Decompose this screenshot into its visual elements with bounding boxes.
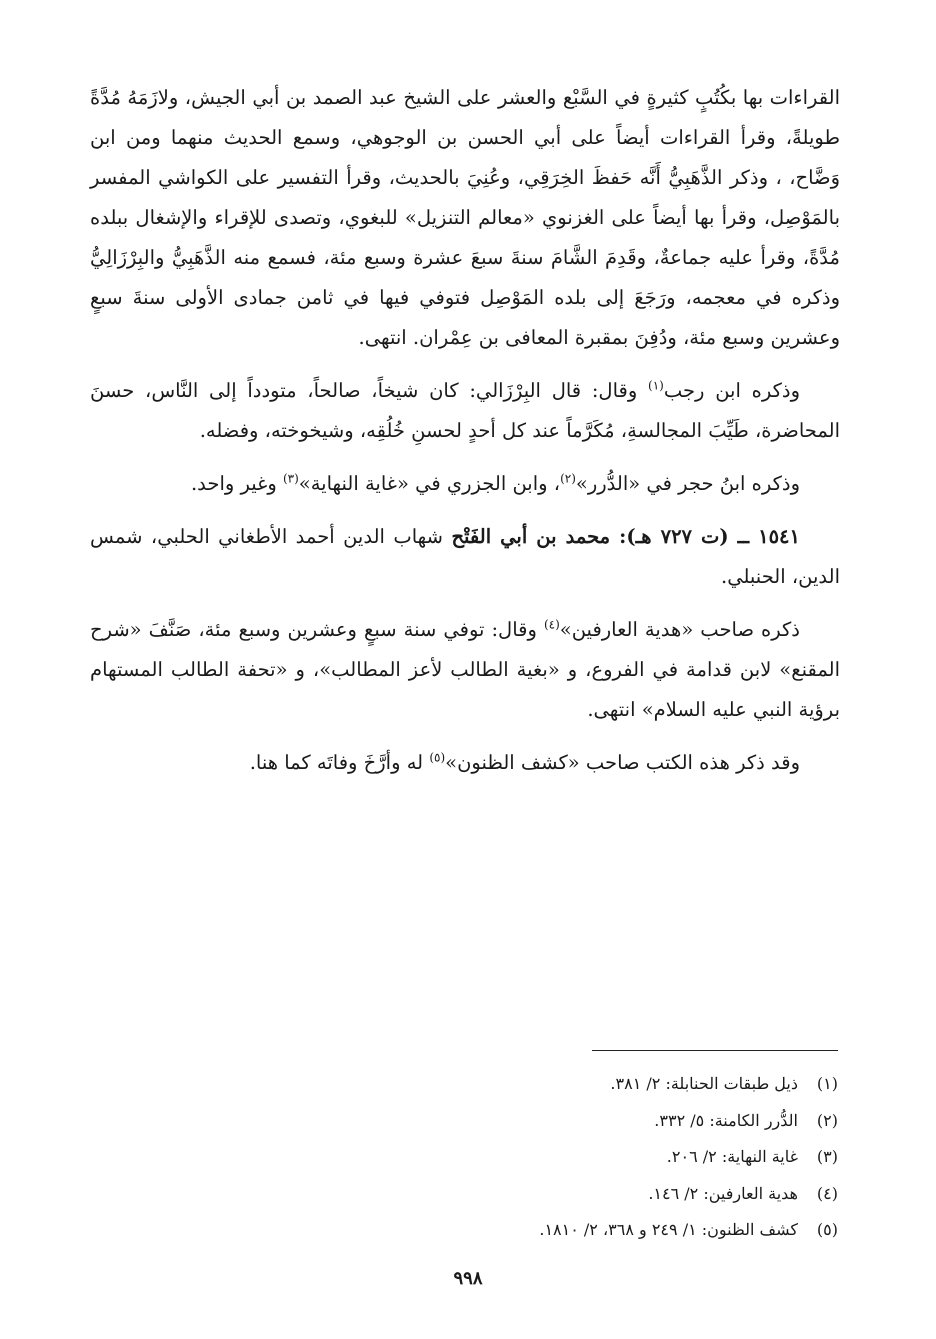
paragraph-text: وذكره ابنُ حجر في «الدُّرر» [575, 472, 800, 495]
footnote-ref[interactable]: (٤) [543, 617, 560, 632]
footnote-item [90, 1139, 838, 1176]
paragraph-text: له وأرَّخَ وفاتَه كما هنا. [249, 751, 430, 774]
page-number: ٩٩٨ [453, 1268, 483, 1289]
footnote-text: ذيل طبقات الحنابلة: ٢/ ٣٨١. [610, 1074, 798, 1093]
footnote-item [90, 1212, 838, 1249]
paragraph-continuation [90, 78, 840, 358]
paragraph-hadiyyat [90, 610, 840, 730]
footnote-number: (٤) [816, 1183, 838, 1203]
paragraph-text: وقال: توفي سنة سبعٍ وعشرين وسبع مئة، صَنَّفَ «شرح المقنع» لابن قدامة في الفروع، و «بغية الطالب لأعز المطالب»، و «تحفة الطالب المستهام برؤية النبي عليه السلام» انتهى. [90, 618, 840, 721]
footnotes [90, 1066, 838, 1249]
footnote-number: (٢) [816, 1110, 838, 1130]
footnote-number: (٣) [816, 1147, 838, 1166]
paragraph-ibn-rajab [90, 371, 840, 451]
footnote-number: (١) [816, 1074, 838, 1093]
footnote-number: (٥) [816, 1220, 838, 1239]
footnote-item [90, 1176, 838, 1213]
entry-text: شهاب الدين أحمد الأطغاني الحلبي، شمس الدين، الحنبلي. [90, 525, 840, 588]
paragraph-text: وقد ذكر هذه الكتب صاحب «كشف الظنون» [445, 751, 800, 774]
paragraph-text: وذكره ابن رجب [663, 379, 800, 402]
paragraph-text: ذكره صاحب «هدية العارفين» [559, 618, 800, 641]
footnote-ref[interactable]: (٣) [282, 471, 299, 486]
footnote-ref[interactable]: (١) [648, 378, 664, 393]
paragraph-gap [90, 730, 840, 743]
entry-title: ١٥٤١ ــ (ت ٧٢٧ هـ): محمد بن أبي الفَتْح [451, 525, 800, 548]
paragraph-ibn-hajar [90, 464, 840, 504]
paragraph-gap [90, 358, 840, 371]
paragraph-text: القراءات بها بكُتُبٍ كثيرةٍ في السَّبْع والعشر على الشيخ عبد الصمد بن أبي الجيش، ولازَمَهُ مُدَّةً طويلةً، وقرأ القراءات أيضاً على أبي الحسن بن الوجوهي، وسمع الحديث منهما ومن ابن وَضَّاح، ، وذكر الذَّهَبِيُّ أَنَّه حَفظَ الخِرَقِي، وعُنِيَ بالحديث، وقرأ التفسير على الكواشي المفسر بالمَوْصِل، وقرأ بها أيضاً على الغزنوي «معالم التنزيل» للبغوي، وتصدى للإقراء والإشغال ببلده مُدَّةً، وقرأ عليه جماعةٌ، وقَدِمَ الشَّامَ سنةَ سبعَ عشرة وسبع مئة، فسمع منه الذَّهَبِيُّ والبِرْزَالِيُّ وذكره في معجمه، ورَجَعَ إلى بلده المَوْصِل فتوفي فيها في ثامن جمادى الأولى سنةَ سبعٍ وعشرين وسبع مئة، ودُفِنَ بمقبرة المعافى بن عِمْران. انتهى. [90, 86, 840, 349]
page-body [90, 78, 840, 783]
paragraph-text: ، وابن الجزري في «غاية النهاية» [298, 472, 561, 495]
paragraph-gap [90, 504, 840, 517]
paragraph-text: وغير واحد. [190, 472, 283, 495]
entry-heading [90, 517, 840, 597]
paragraph-kashf [90, 743, 840, 783]
paragraph-text: وقال: قال البِرْزَالي: كان شيخاً، صالحاً، متودداً إلى النَّاس، حسنَ المحاضرة، طَيِّبَ المجالسةِ، مُكَرَّماً عند كل أحدٍ لحسنِ خُلُقِه، وشيخوخته، وفضله. [90, 379, 840, 442]
paragraph-gap [90, 451, 840, 464]
footnote-ref[interactable]: (٢) [560, 471, 576, 486]
footnote-text: كشف الظنون: ١/ ٢٤٩ و ٣٦٨، ٢/ ١٨١٠. [539, 1220, 798, 1239]
footnote-divider [592, 1050, 838, 1051]
footnote-ref[interactable]: (٥) [429, 750, 446, 765]
paragraph-gap [90, 597, 840, 610]
footnote-text: هدية العارفين: ٢/ ١٤٦. [648, 1183, 798, 1203]
footnote-item [90, 1066, 838, 1103]
footnote-text: غاية النهاية: ٢/ ٢٠٦. [666, 1147, 798, 1166]
footnote-text: الدُّرر الكامنة: ٥/ ٣٣٢. [654, 1110, 798, 1130]
footnote-item [90, 1103, 838, 1140]
